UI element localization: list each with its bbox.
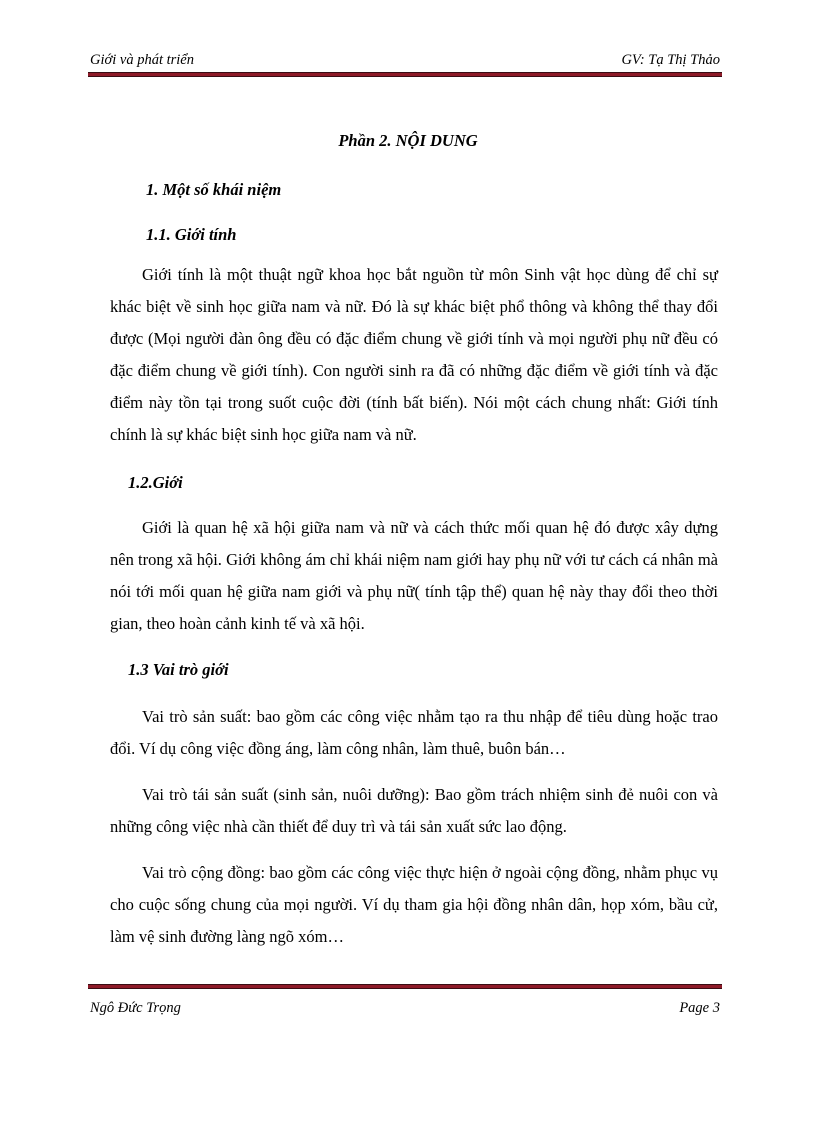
paragraph-vai-tro-cong-dong: Vai trò cộng đồng: bao gồm các công việc thực hiện ở ngoài cộng đồng, nhằm phục vụ cho cuộc sống chung của mọi người. Ví dụ tham gia hội đồng nhân dân, họp xóm, bầu cử, làm vệ sinh đường làng ngõ xóm…	[110, 863, 718, 946]
paragraph-vai-tro-san-suat: Vai trò sản suất: bao gồm các công việc nhằm tạo ra thu nhập để tiêu dùng hoặc trao đổi. Ví dụ công việc đồng áng, làm công nhân, làm thuê, buôn bán…	[110, 707, 718, 758]
paragraph-vai-tro-tai-san-suat: Vai trò tái sản suất (sinh sản, nuôi dưỡng): Bao gồm trách nhiệm sinh đẻ nuôi con và những công việc nhà cần thiết để duy trì và tái sản xuất sức lao động.	[110, 785, 718, 836]
heading-gioi: 1.2.Giới	[128, 473, 183, 492]
footer-divider	[88, 984, 722, 989]
heading-gioi-tinh: 1.1. Giới tính	[146, 225, 237, 244]
heading-vai-tro-gioi: 1.3 Vai trò giới	[128, 660, 229, 679]
header-lecturer: GV: Tạ Thị Thảo	[621, 52, 720, 68]
paragraph-gioi-tinh: Giới tính là một thuật ngữ khoa học bắt nguồn từ môn Sinh vật học dùng để chỉ sự khác biệt về sinh học giữa nam và nữ. Đó là sự khác biệt phổ thông và không thể thay đổi được (Mọi người đàn ông đều có đặc điểm chung về giới tính và mọi người phụ nữ đều có đặc điểm chung về giới tính). Con người sinh ra đã có những đặc điểm về giới tính và đặc điểm này tồn tại trong suốt cuộc đời (tính bất biến). Nói một cách chung nhất: Giới tính chính là sự khác biệt sinh học giữa nam và nữ.	[110, 265, 718, 444]
page-number: Page 3	[679, 1000, 720, 1016]
header-course-title: Giới và phát triển	[90, 52, 194, 68]
footer-author: Ngô Đức Trọng	[90, 1000, 181, 1016]
paragraph-gioi: Giới là quan hệ xã hội giữa nam và nữ và cách thức mối quan hệ đó được xây dựng nên trong xã hội. Giới không ám chỉ khái niệm nam giới hay phụ nữ với tư cách cá nhân mà nói tới mối quan hệ giữa nam giới và phụ nữ( tính tập thể) quan hệ này thay đổi theo thời gian, theo hoàn cảnh kinh tế và xã hội.	[110, 518, 718, 633]
header-divider	[88, 72, 722, 77]
page-title: Phần 2. NỘI DUNG	[338, 131, 478, 150]
heading-khai-niem: 1. Một số khái niệm	[146, 180, 282, 199]
